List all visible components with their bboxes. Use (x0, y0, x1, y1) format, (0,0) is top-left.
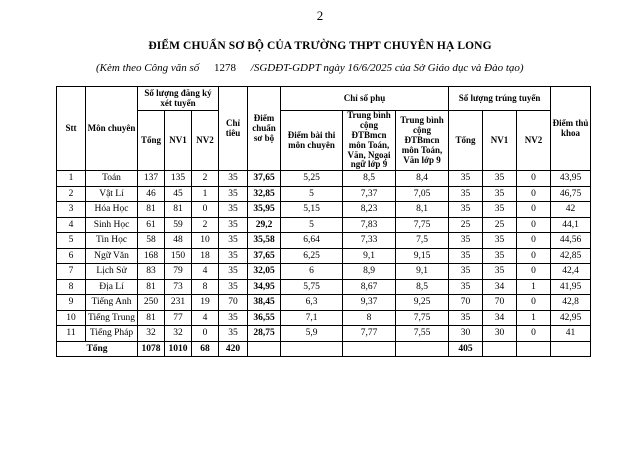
cell-adm-nv1: 70 (483, 295, 517, 311)
header-reg-nv1: NV1 (165, 111, 192, 171)
cell-reg-nv1: 150 (165, 248, 192, 264)
cell-reg-nv2: 2 (192, 217, 219, 233)
cell-reg-total: 81 (138, 279, 165, 295)
cell-subject: Tin Học (86, 233, 138, 249)
table-row (57, 233, 591, 249)
cell-prelim-score: 38,45 (248, 295, 281, 311)
cell-quota: 35 (219, 264, 248, 280)
cell-adm-total: 35 (449, 171, 483, 187)
cell-subject: Địa Lí (86, 279, 138, 295)
cell-avg-grade9: 7,75 (396, 310, 449, 326)
cell-stt: 11 (57, 326, 86, 342)
cell-adm-nv2: 0 (517, 326, 551, 342)
cell-quota: 35 (219, 186, 248, 202)
table-body (57, 171, 591, 357)
cell-avg-grade9: 7,05 (396, 186, 449, 202)
cell-reg-nv2: 18 (192, 248, 219, 264)
cell-avg-exam: 8 (343, 310, 396, 326)
table-row (57, 217, 591, 233)
cell-avg-exam: 7,33 (343, 233, 396, 249)
header-reg-nv2: NV2 (192, 111, 219, 171)
totals-empty (281, 341, 343, 357)
subtitle-date: 16/6/2025 (347, 62, 393, 74)
cell-specialty-exam: 6,3 (281, 295, 343, 311)
cell-prelim-score: 37,65 (248, 248, 281, 264)
cell-adm-total: 35 (449, 279, 483, 295)
cell-adm-nv2: 0 (517, 295, 551, 311)
cell-prelim-score: 28,75 (248, 326, 281, 342)
cell-stt: 6 (57, 248, 86, 264)
header-sub-index-group: Chỉ số phụ (281, 87, 449, 111)
cell-prelim-score: 36,55 (248, 310, 281, 326)
cell-reg-total: 81 (138, 310, 165, 326)
cell-adm-nv1: 35 (483, 202, 517, 218)
cell-specialty-exam: 6,25 (281, 248, 343, 264)
subtitle-middle: /SGDĐT-GDPT ngày (250, 62, 345, 74)
cell-stt: 10 (57, 310, 86, 326)
cell-stt: 1 (57, 171, 86, 187)
cell-stt: 3 (57, 202, 86, 218)
score-table (56, 86, 591, 357)
cell-adm-total: 35 (449, 264, 483, 280)
document-title: ĐIỂM CHUẨN SƠ BỘ CỦA TRƯỜNG THPT CHUYÊN HẠ LONG (148, 40, 492, 52)
cell-reg-nv1: 77 (165, 310, 192, 326)
cell-reg-total: 250 (138, 295, 165, 311)
cell-adm-nv1: 35 (483, 171, 517, 187)
cell-top-score: 42,8 (551, 295, 591, 311)
cell-avg-grade9: 9,15 (396, 248, 449, 264)
cell-adm-total: 70 (449, 295, 483, 311)
totals-quota: 420 (219, 341, 248, 357)
table-row (57, 186, 591, 202)
header-adm-total: Tổng (449, 111, 483, 171)
table-header (57, 87, 591, 171)
table-row (57, 326, 591, 342)
cell-reg-total: 46 (138, 186, 165, 202)
cell-stt: 2 (57, 186, 86, 202)
header-subject: Môn chuyên (86, 87, 138, 171)
cell-stt: 5 (57, 233, 86, 249)
cell-top-score: 44,56 (551, 233, 591, 249)
cell-avg-grade9: 8,5 (396, 279, 449, 295)
header-reg-total: Tổng (138, 111, 165, 171)
cell-adm-nv1: 25 (483, 217, 517, 233)
totals-reg-total: 1078 (138, 341, 165, 357)
cell-avg-exam: 8,5 (343, 171, 396, 187)
cell-reg-total: 32 (138, 326, 165, 342)
cell-reg-total: 137 (138, 171, 165, 187)
cell-top-score: 43,95 (551, 171, 591, 187)
totals-row (57, 341, 591, 357)
cell-reg-nv2: 1 (192, 186, 219, 202)
cell-avg-exam: 7,83 (343, 217, 396, 233)
document-subtitle (96, 62, 596, 74)
cell-specialty-exam: 7,1 (281, 310, 343, 326)
totals-label: Tổng (57, 341, 138, 357)
cell-prelim-score: 37,65 (248, 171, 281, 187)
cell-subject: Tiếng Pháp (86, 326, 138, 342)
totals-empty (396, 341, 449, 357)
cell-avg-exam: 8,9 (343, 264, 396, 280)
cell-reg-total: 168 (138, 248, 165, 264)
cell-quota: 35 (219, 171, 248, 187)
cell-reg-nv1: 32 (165, 326, 192, 342)
cell-reg-nv2: 4 (192, 310, 219, 326)
cell-adm-total: 35 (449, 186, 483, 202)
cell-reg-nv2: 0 (192, 202, 219, 218)
cell-quota: 70 (219, 295, 248, 311)
cell-reg-nv2: 2 (192, 171, 219, 187)
cell-specialty-exam: 5,15 (281, 202, 343, 218)
cell-avg-grade9: 8,1 (396, 202, 449, 218)
table-row (57, 295, 591, 311)
cell-adm-nv2: 0 (517, 264, 551, 280)
cell-specialty-exam: 5,9 (281, 326, 343, 342)
cell-specialty-exam: 6,64 (281, 233, 343, 249)
cell-top-score: 42,85 (551, 248, 591, 264)
cell-quota: 35 (219, 217, 248, 233)
cell-reg-nv1: 45 (165, 186, 192, 202)
cell-subject: Tiếng Anh (86, 295, 138, 311)
page-number: 2 (316, 8, 324, 23)
totals-adm-total: 405 (449, 341, 483, 357)
header-adm-nv2: NV2 (517, 111, 551, 171)
cell-adm-nv1: 35 (483, 264, 517, 280)
cell-adm-total: 35 (449, 310, 483, 326)
cell-adm-nv2: 0 (517, 217, 551, 233)
cell-avg-exam: 8,23 (343, 202, 396, 218)
totals-empty (517, 341, 551, 357)
totals-reg-nv1: 1010 (165, 341, 192, 357)
header-prelim-score: Điểm chuẩn sơ bộ (248, 87, 281, 171)
cell-adm-nv2: 0 (517, 186, 551, 202)
cell-avg-grade9: 8,4 (396, 171, 449, 187)
header-quota: Chỉ tiêu (219, 87, 248, 171)
header-avg-grade9: Trung bình cộng ĐTBmcn môn Toán, Văn lớp 9 (396, 111, 449, 171)
cell-top-score: 44,1 (551, 217, 591, 233)
cell-adm-nv2: 0 (517, 202, 551, 218)
cell-stt: 7 (57, 264, 86, 280)
cell-subject: Sinh Học (86, 217, 138, 233)
cell-reg-nv1: 81 (165, 202, 192, 218)
cell-subject: Vật Lí (86, 186, 138, 202)
cell-avg-exam: 7,77 (343, 326, 396, 342)
cell-adm-total: 35 (449, 248, 483, 264)
cell-adm-total: 35 (449, 233, 483, 249)
cell-adm-nv1: 35 (483, 233, 517, 249)
cell-reg-nv1: 59 (165, 217, 192, 233)
cell-adm-nv2: 1 (517, 279, 551, 295)
cell-avg-grade9: 7,75 (396, 217, 449, 233)
cell-specialty-exam: 5 (281, 217, 343, 233)
cell-reg-nv1: 48 (165, 233, 192, 249)
cell-reg-nv2: 8 (192, 279, 219, 295)
header-admitted-group: Số lượng trúng tuyển (449, 87, 551, 111)
cell-specialty-exam: 5,75 (281, 279, 343, 295)
cell-top-score: 46,75 (551, 186, 591, 202)
cell-reg-nv2: 10 (192, 233, 219, 249)
header-adm-nv1: NV1 (483, 111, 517, 171)
cell-prelim-score: 32,85 (248, 186, 281, 202)
header-top-score: Điểm thủ khoa (551, 87, 591, 171)
cell-avg-grade9: 9,25 (396, 295, 449, 311)
cell-reg-nv2: 19 (192, 295, 219, 311)
cell-quota: 35 (219, 248, 248, 264)
cell-subject: Toán (86, 171, 138, 187)
cell-top-score: 41 (551, 326, 591, 342)
cell-specialty-exam: 5,25 (281, 171, 343, 187)
cell-reg-nv1: 231 (165, 295, 192, 311)
cell-reg-nv1: 135 (165, 171, 192, 187)
cell-adm-nv1: 34 (483, 279, 517, 295)
cell-quota: 35 (219, 279, 248, 295)
cell-reg-total: 61 (138, 217, 165, 233)
cell-prelim-score: 32,05 (248, 264, 281, 280)
cell-quota: 35 (219, 310, 248, 326)
cell-quota: 35 (219, 326, 248, 342)
cell-adm-nv2: 0 (517, 233, 551, 249)
header-specialty-exam: Điểm bài thi môn chuyên (281, 111, 343, 171)
cell-quota: 35 (219, 233, 248, 249)
subtitle-suffix: của Sở Giáo dục và Đào tạo) (394, 62, 524, 74)
cell-adm-nv1: 34 (483, 310, 517, 326)
cell-stt: 9 (57, 295, 86, 311)
cell-specialty-exam: 5 (281, 186, 343, 202)
table-row (57, 171, 591, 187)
cell-subject: Tiếng Trung (86, 310, 138, 326)
totals-empty (343, 341, 396, 357)
header-avg-exam: Trung bình cộng ĐTBmcn môn Toán, Văn, Ngoại ngữ lớp 9 (343, 111, 396, 171)
cell-adm-total: 35 (449, 202, 483, 218)
table-row (57, 264, 591, 280)
cell-reg-total: 83 (138, 264, 165, 280)
cell-adm-total: 25 (449, 217, 483, 233)
table-row (57, 310, 591, 326)
cell-reg-total: 81 (138, 202, 165, 218)
cell-prelim-score: 34,95 (248, 279, 281, 295)
totals-reg-nv2: 68 (192, 341, 219, 357)
cell-avg-exam: 9,37 (343, 295, 396, 311)
cell-stt: 8 (57, 279, 86, 295)
cell-prelim-score: 29,2 (248, 217, 281, 233)
cell-prelim-score: 35,95 (248, 202, 281, 218)
cell-adm-nv1: 35 (483, 248, 517, 264)
cell-reg-total: 58 (138, 233, 165, 249)
cell-adm-nv1: 35 (483, 186, 517, 202)
cell-subject: Hóa Học (86, 202, 138, 218)
totals-empty (248, 341, 281, 357)
cell-reg-nv2: 4 (192, 264, 219, 280)
cell-adm-nv2: 0 (517, 248, 551, 264)
cell-avg-grade9: 7,5 (396, 233, 449, 249)
cell-adm-nv2: 0 (517, 171, 551, 187)
cell-reg-nv2: 0 (192, 326, 219, 342)
totals-empty (551, 341, 591, 357)
cell-prelim-score: 35,58 (248, 233, 281, 249)
table-row (57, 279, 591, 295)
cell-top-score: 42,95 (551, 310, 591, 326)
cell-subject: Ngữ Văn (86, 248, 138, 264)
header-registered-group: Số lượng đăng ký xét tuyển (138, 87, 219, 111)
cell-subject: Lịch Sử (86, 264, 138, 280)
cell-top-score: 42,4 (551, 264, 591, 280)
cell-reg-nv1: 73 (165, 279, 192, 295)
cell-avg-exam: 9,1 (343, 248, 396, 264)
cell-avg-exam: 7,37 (343, 186, 396, 202)
cell-quota: 35 (219, 202, 248, 218)
cell-reg-nv1: 79 (165, 264, 192, 280)
cell-specialty-exam: 6 (281, 264, 343, 280)
cell-avg-grade9: 9,1 (396, 264, 449, 280)
cell-avg-exam: 8,67 (343, 279, 396, 295)
table-row (57, 248, 591, 264)
cell-avg-grade9: 7,55 (396, 326, 449, 342)
subtitle-doc-number: 1278 (214, 62, 237, 74)
cell-adm-nv2: 1 (517, 310, 551, 326)
table-row (57, 202, 591, 218)
cell-adm-total: 30 (449, 326, 483, 342)
cell-stt: 4 (57, 217, 86, 233)
cell-top-score: 41,95 (551, 279, 591, 295)
cell-adm-nv1: 30 (483, 326, 517, 342)
header-stt: Stt (57, 87, 86, 171)
cell-top-score: 42 (551, 202, 591, 218)
subtitle-prefix: (Kèm theo Công văn số (96, 62, 200, 74)
totals-empty (483, 341, 517, 357)
